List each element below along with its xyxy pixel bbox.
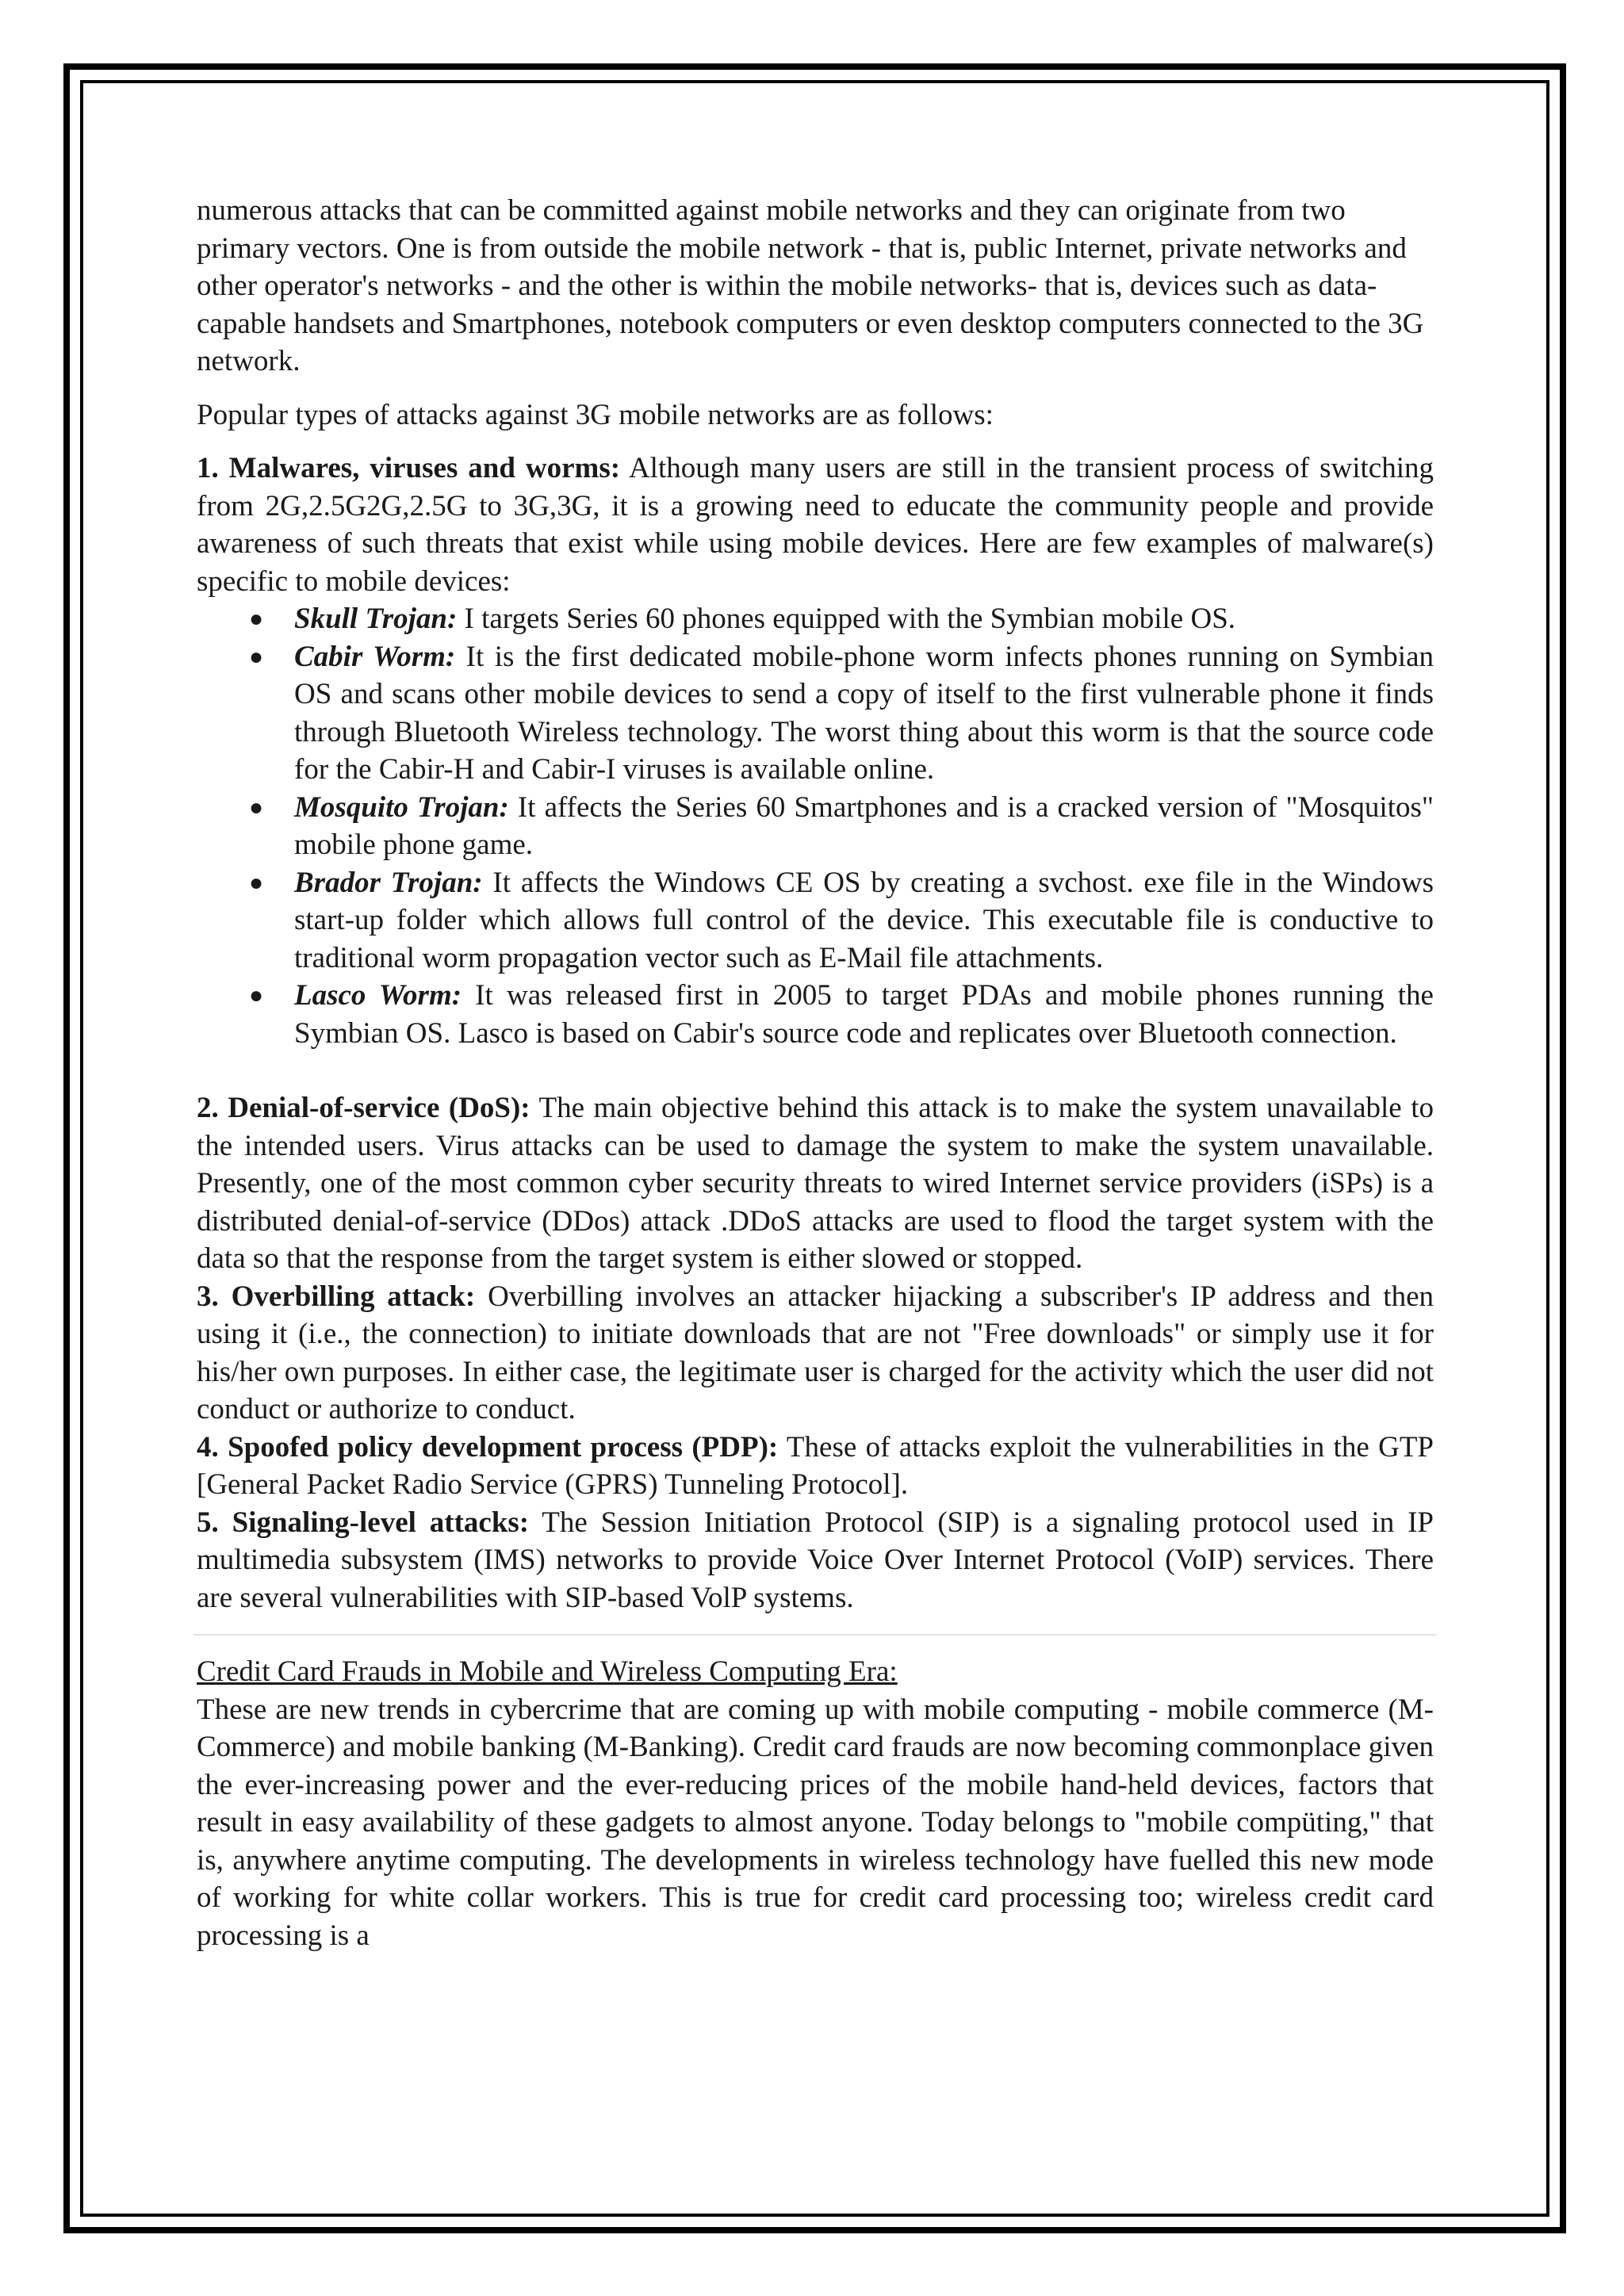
malware-name: Brador Trojan: — [294, 866, 483, 899]
attack-4-body: These of attacks exploit the vulnerabilities in the GTP [General Packet Radio Service (GPRS) Tunneling Protocol]. — [197, 1430, 1434, 1501]
attack-2-body: The main objective behind this attack is to make the system unavailable to the intended users. Virus attacks can be used to damage the system to make the system unavailable. Presently, one of the most common cyber security threats to wired Internet service providers (iSPs) is a distributed denial-of-service (DDos) attack .DDoS attacks are used to flood the target system with the data so that the response from the target system is either slowed or stopped. — [197, 1092, 1434, 1275]
malware-description: It affects the Series 60 Smartphones and is a cracked version of "Mosquitos" mobile phone game. — [294, 790, 1434, 861]
malware-name: Lasco Worm: — [294, 979, 462, 1012]
list-item — [197, 789, 1434, 864]
malware-description: It affects the Windows CE OS by creating a svchost. exe file in the Windows start-up folder which allows full control of the device. This executable file is conductive to traditional worm propagation vector such as E-Mail file attachments. — [294, 866, 1434, 974]
attacks-lead: Popular types of attacks against 3G mobile networks are as follows: — [197, 398, 994, 431]
list-item — [197, 600, 1434, 638]
attack-3-body: Overbilling involves an attacker hijacking a subscriber's IP address and then using it (i.e., the connection) to initiate downloads that are not "Free downloads" or simply use it for his/her own purposes. In either case, the legitimate user is charged for the activity which the user did not conduct or authorize to conduct. — [197, 1280, 1434, 1425]
attack-1-heading: 1. Malwares, viruses and worms: — [197, 452, 621, 484]
document-body — [197, 192, 1434, 1954]
attack-1-body: Although many users are still in the transient process of switching from 2G,2.5G2G,2.5G to 3G,3G, it is a growing need to educate the community people and provide awareness of such threats that exist while using mobile devices. Here are few examples of malware(s) specific to mobile devices: — [197, 452, 1434, 598]
malware-description: I targets Series 60 phones equipped with the Symbian mobile OS. — [457, 603, 1236, 635]
attack-3-paragraph — [197, 1278, 1434, 1429]
malware-description: It is the first dedicated mobile-phone worm infects phones running on Symbian OS and scans other mobile devices to send a copy of itself to the first vulnerable phone it finds through Bluetooth Wireless technology. The worst thing about this worm is that the source code for the Cabir-H and Cabir-I viruses is available online. — [294, 640, 1434, 786]
attack-5-paragraph — [197, 1504, 1434, 1617]
malware-name: Cabir Worm: — [294, 640, 456, 673]
attack-2-heading: 2. Denial-of-service (DoS): — [197, 1092, 530, 1124]
list-item — [197, 977, 1434, 1052]
list-item — [197, 864, 1434, 978]
attack-1-paragraph — [197, 450, 1434, 600]
bullet-icon: ● — [249, 606, 264, 632]
credit-card-paragraph: These are new trends in cybercrime that are coming up with mobile computing - mobile commerce (M-Commerce) and mobile banking (M-Banking). Credit card frauds are now becoming commonplace given the ever-increasing power and the ever-reducing prices of the mobile hand-held devices, factors that result in easy availability of these gadgets to almost anyone. Today belongs to "mobile compüting," that is, anywhere anytime computing. The developments in wireless technology have fuelled this new mode of working for white collar workers. This is true for credit card processing too; wireless credit card processing is a — [197, 1693, 1434, 1952]
malware-name: Mosquito Trojan: — [294, 790, 509, 824]
bullet-icon: ● — [249, 794, 264, 821]
bullet-icon: ● — [249, 982, 264, 1008]
attack-5-heading: 5. Signaling-level attacks: — [197, 1506, 530, 1539]
malware-name: Skull Trojan: — [294, 603, 458, 635]
intro-paragraph: numerous attacks that can be committed against mobile networks and they can originate from two primary vectors. One is from outside the mobile network - that is, public Internet, private networks and other operator's networks - and the other is within the mobile networks- that is, devices such as data-capable handsets and Smartphones, notebook computers or even desktop computers connected to the 3G network. — [197, 194, 1424, 377]
list-item — [197, 638, 1434, 789]
malware-description: It was released first in 2005 to target PDAs and mobile phones running the Symbian OS. Lasco is based on Cabir's source code and replicates over Bluetooth connection. — [294, 979, 1434, 1050]
malware-list — [197, 600, 1434, 1052]
attack-4-heading: 4. Spoofed policy development process (PDP): — [197, 1430, 779, 1464]
attack-3-heading: 3. Overbilling attack: — [197, 1280, 476, 1313]
attack-2-paragraph — [197, 1089, 1434, 1278]
bullet-icon: ● — [249, 643, 264, 670]
credit-card-section-title: Credit Card Frauds in Mobile and Wireless Computing Era: — [197, 1655, 898, 1688]
section-divider — [193, 1634, 1437, 1636]
attack-5-body: The Session Initiation Protocol (SIP) is a signaling protocol used in IP multimedia subsystem (IMS) networks to provide Voice Over Internet Protocol (VoIP) services. There are several vulnerabilities with SIP-based VolP systems. — [197, 1506, 1434, 1614]
bullet-icon: ● — [249, 869, 264, 896]
attack-4-paragraph — [197, 1429, 1434, 1504]
